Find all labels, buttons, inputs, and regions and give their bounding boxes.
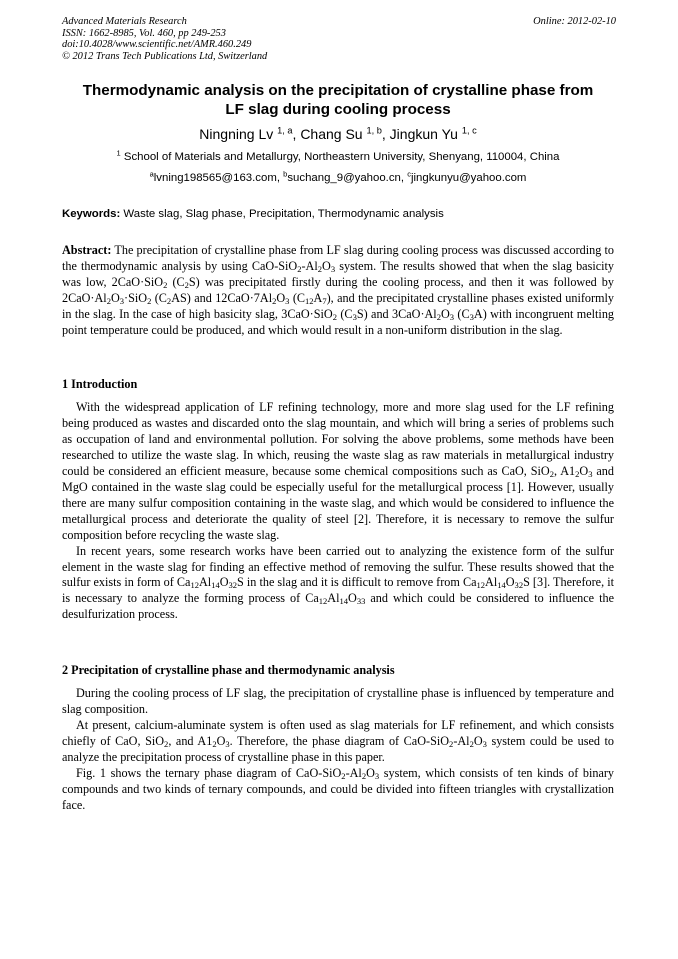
keywords-text: Waste slag, Slag phase, Precipitation, Thermodynamic analysis xyxy=(123,208,444,220)
title-line-1: Thermodynamic analysis on the precipitation of crystalline phase from xyxy=(82,82,594,99)
abstract-text: The precipitation of crystalline phase from LF slag during cooling process was discussed according to the thermodynamic analysis by using CaO-$SiO_2-Al_2O_3$ system. The results showed that when the slag basicity was low, 2CaO·SiO$_2$ $(C_2S)$ was precipitated firstly during the cooling process, and then it was followed by $2CaO\cdot Al_2O_3\cdot SiO_2$ $(C_2AS)$ and $12CaO\cdot 7Al_2O_3$ $(C_{12}A_7)$, and the precipitated crystalline phases existed uniformly in the slag. In the case of high basicity slag, 3CaO·SiO$_2$ $(C_3S)$ and $3CaO\cdot Al_2O_3$ $(C_3A)$ with incongruent melting point temperature could be produced, and which would result in a non-uniform distribution in the slag. xyxy=(62,243,615,337)
author-list: Ningning Lv $^{1, a}$, Chang Su $^{1, b}$, Jingkun Yu $^{1, c}$ xyxy=(199,125,477,142)
abstract-label: Abstract: xyxy=(62,243,112,257)
issn-line: ISSN: 1662-8985, Vol. 460, pp 249-253 xyxy=(62,27,226,39)
affiliation-superscript: 1 xyxy=(116,148,121,158)
email-superscript: a xyxy=(149,169,154,179)
keywords-label: Keywords: xyxy=(62,208,121,220)
keywords xyxy=(62,207,614,221)
section-introduction xyxy=(62,400,614,623)
email-address[interactable]: jingkunyu@yahoo.com xyxy=(410,172,527,184)
section-precipitation xyxy=(62,686,614,814)
email-superscript: c xyxy=(407,169,411,179)
paragraph: At present, calcium-aluminate system is often used as slag materials for LF refinement, and which consists chiefly of CaO, SiO$_2$, and $A1_2O_3$. Therefore, the phase diagram of CaO-$SiO_2-Al_2O_3$ system could be used to analyze the precipitation process of crystalline phase in this paper. xyxy=(62,717,614,764)
section-heading-introduction: 1 Introduction xyxy=(62,377,138,391)
doi-line: doi:10.4028/www.scientific.net/AMR.460.249 xyxy=(62,39,252,50)
abstract xyxy=(62,243,614,339)
copyright-line: © 2012 Trans Tech Publications Ltd, Switzerland xyxy=(62,50,268,62)
email-address[interactable]: lvning198565@163.com xyxy=(153,172,277,184)
paragraph: Fig. 1 shows the ternary phase diagram of CaO-$SiO_2-Al_2O_3$ system, which consists of ten kinds of binary compounds and two kinds of ternary compounds, and could be divided into fifteen triangles with crystallization face. xyxy=(62,765,614,812)
author-name: Jingkun Yu xyxy=(389,126,458,142)
author-superscript: 1, b xyxy=(366,125,382,136)
title-line-2: LF slag during cooling process xyxy=(225,101,451,118)
affiliation-text: School of Materials and Metallurgy, Northeastern University, Shenyang, 110004, China xyxy=(123,151,560,163)
online-date: Online: 2012-02-10 xyxy=(533,16,616,27)
email-list: $^a$lvning198565@163.com, $^b$suchang_9@yahoo.cn, $^c$jingkunyu@yahoo.com xyxy=(149,169,527,184)
author-superscript: 1, c xyxy=(461,125,477,136)
email-address[interactable]: suchang_9@yahoo.cn xyxy=(287,172,401,184)
section-heading-precipitation: 2 Precipitation of crystalline phase and thermodynamic analysis xyxy=(62,663,395,677)
paragraph: With the widespread application of LF refining technology, more and more slag used for the LF refining being produced as wastes and discarded onto the slag mountain, and which will bring a series of problems such as occupation of land and environmental pollution. For solving the above problems, some methods have been researched to utilize the waste slag. In which, reusing the waste slag as raw materials in metallurgical industry could be considered an efficient measure, because some chemical compositions such as CaO, SiO$_2$, $A1_2O_3$ and MgO contained in the waste slag could be especially useful for the metallurgical process [1]. However, usually there are many sulfur composition containing in the waste slag, and which would be considered to influence the metallurgical process and deteriorate the quality of steel [2]. Therefore, it is necessary to remove the sulfur composition before recycling the waste slag. xyxy=(62,400,614,542)
paragraph: In recent years, some research works have been carried out to analyzing the existence form of the sulfur element in the waste slag for finding an effective method of removing the sulfur. These results showed that the sulfur exists in form of $Ca_{12}Al_{14}O_{32}S$ in the slag and it is difficult to remove from $Ca_{12}Al_{14}O_{32}S$ [3]. Therefore, it is necessary to analyze the forming process of $Ca_{12}Al_{14}O_{33}$ and which could be considered to influence the desulfurization process. xyxy=(62,543,614,622)
paragraph: During the cooling process of LF slag, the precipitation of crystalline phase is influenced by temperature and slag composition. xyxy=(62,686,614,716)
author-name: Ningning Lv xyxy=(199,126,274,142)
email-superscript: b xyxy=(283,169,288,179)
affiliation xyxy=(62,150,614,164)
paper-title xyxy=(62,81,614,119)
journal-name: Advanced Materials Research xyxy=(62,16,187,27)
author-name: Chang Su xyxy=(300,126,363,142)
journal-header xyxy=(62,16,267,62)
author-superscript: 1, a xyxy=(277,125,293,136)
